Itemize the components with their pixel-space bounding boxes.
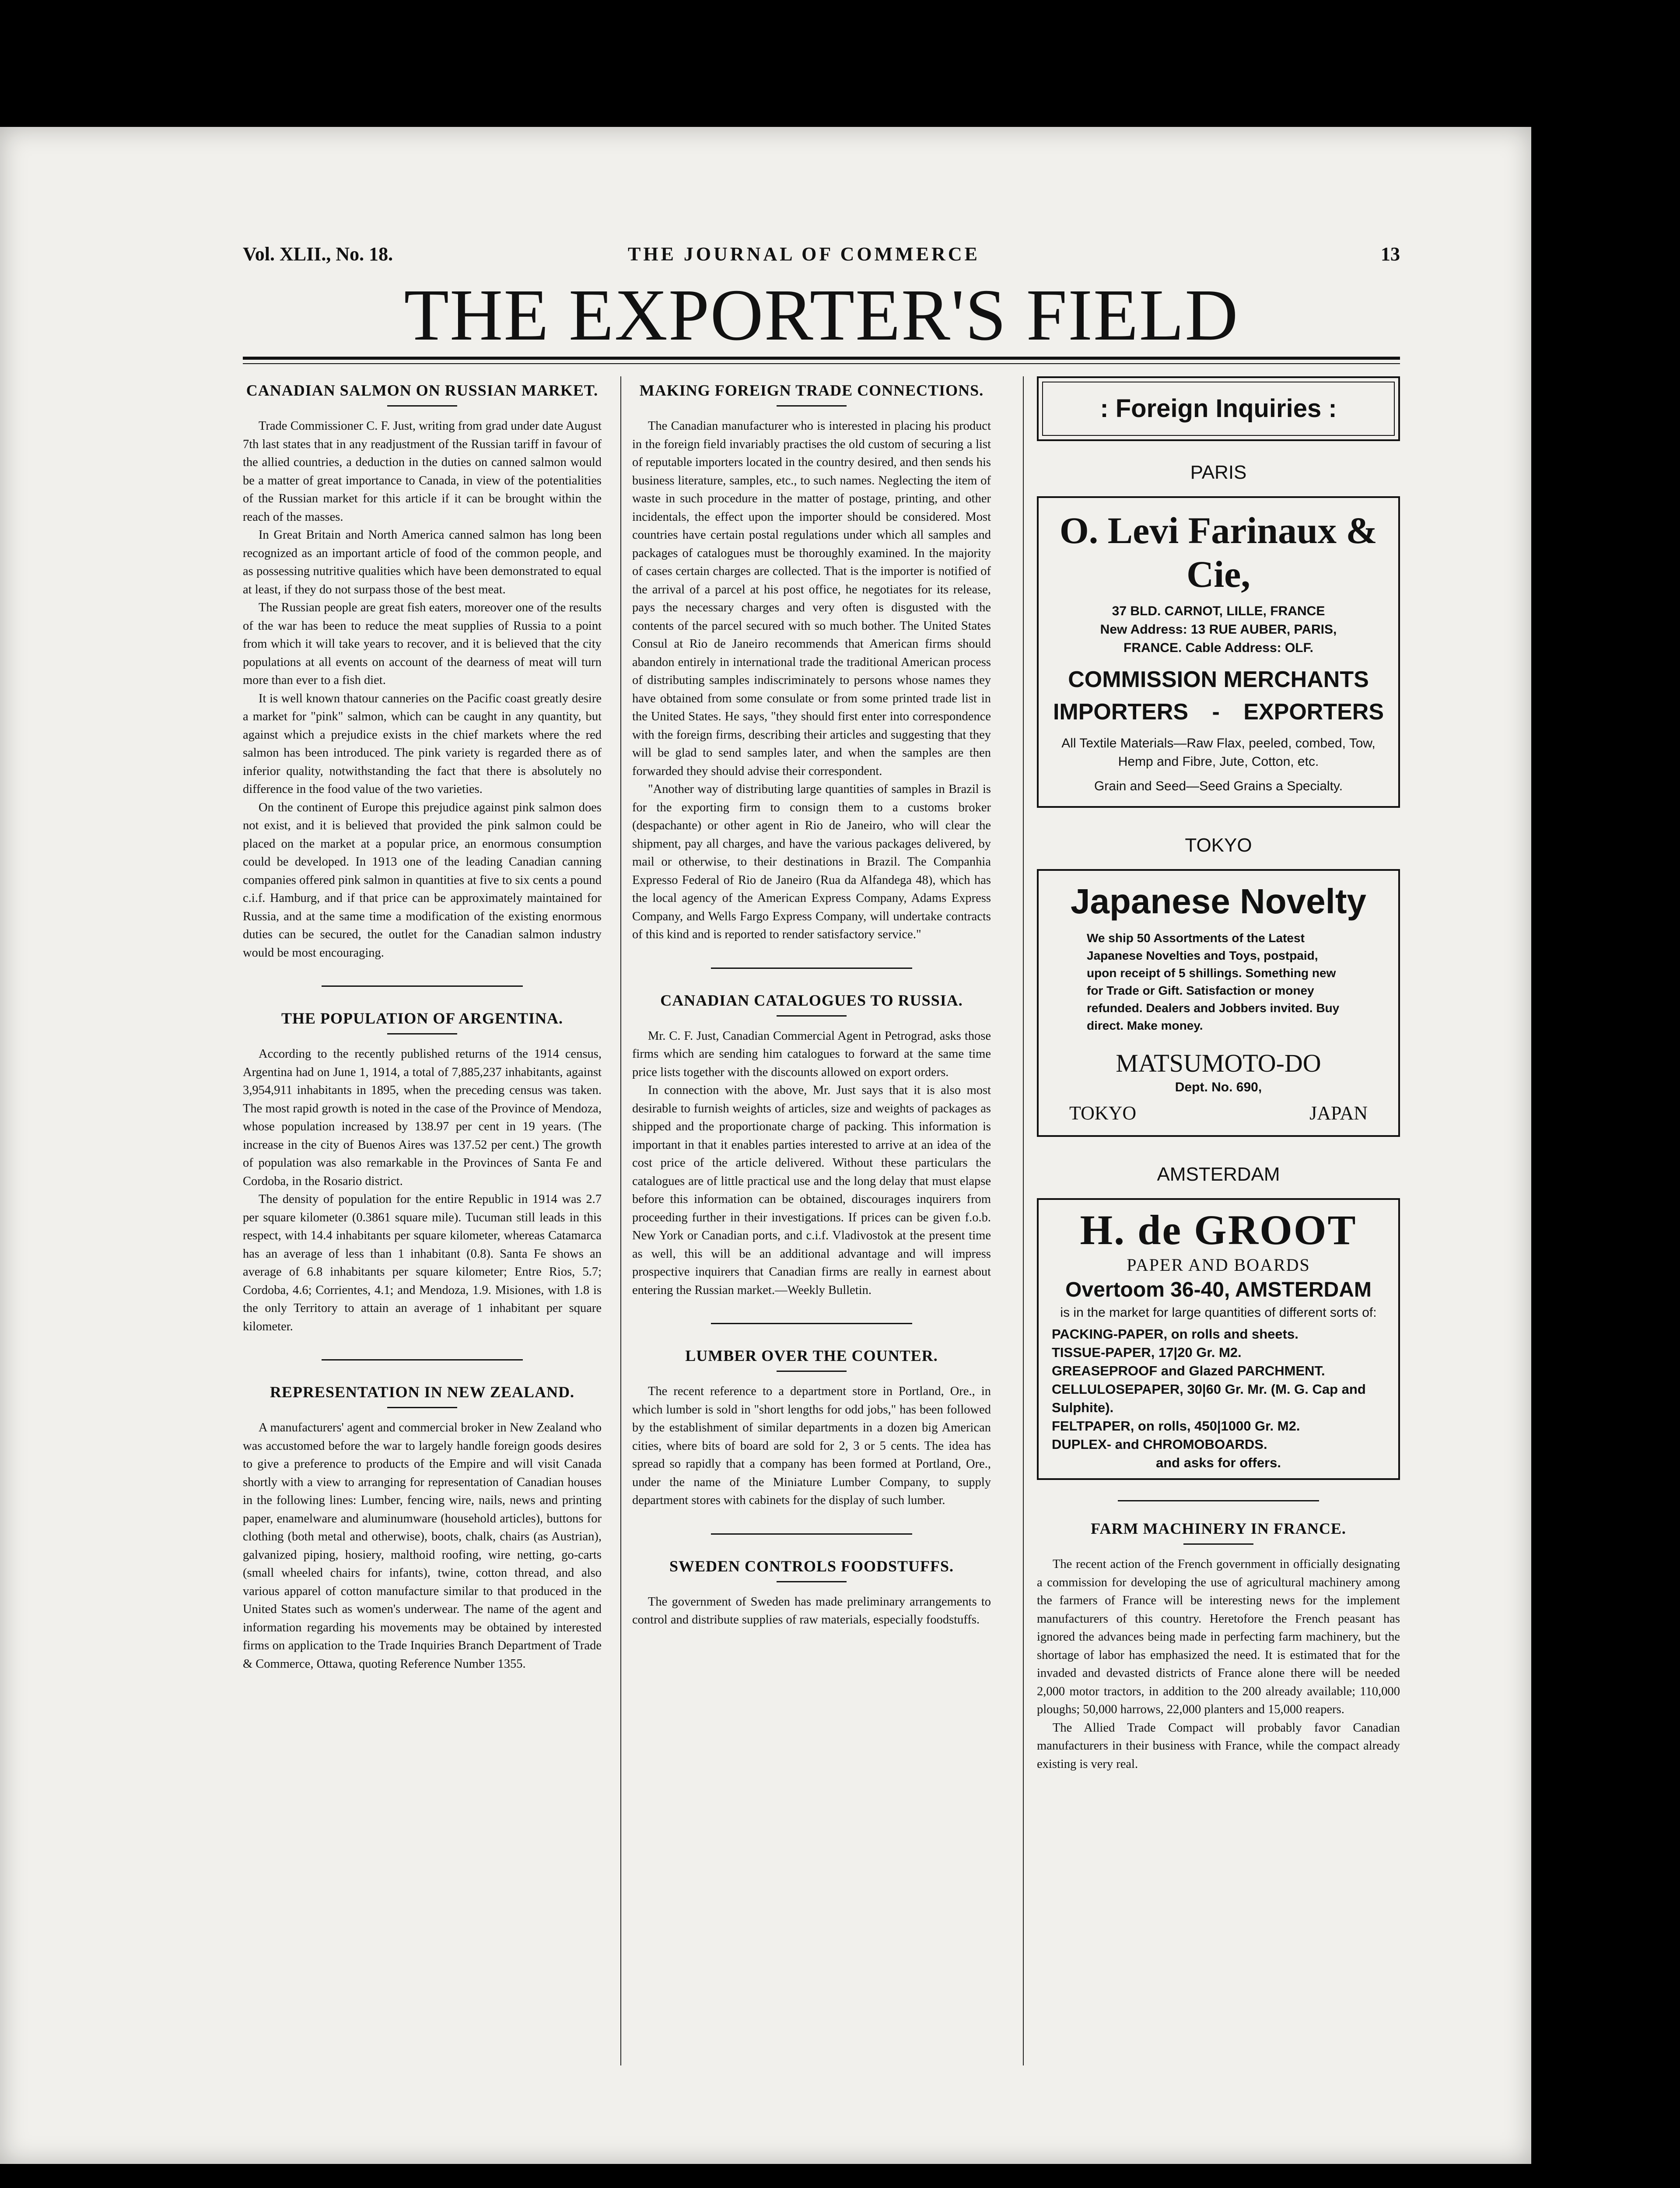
article-paragraph: The Russian people are great fish eaters, moreover one of the results of the war has been to reduce the meat supplies of Russia to a point from which it will take years to recover, and it is believed that the city populations at all events on account of the dearness of meat will turn more than ever to a fish diet. [243, 601, 602, 687]
firm-address: 37 BLD. CARNOT, LILLE, FRANCE [1112, 604, 1325, 618]
article-title: SWEDEN CONTROLS FOODSTUFFS. [669, 1557, 954, 1575]
list-item: PACKING-PAPER, on rolls and sheets. [1052, 1326, 1298, 1342]
article-paragraph: The Allied Trade Compact will probably favor Canadian manufacturers in their business with France, while the compact already existing is very real. [1037, 1721, 1400, 1771]
article-title: THE POPULATION OF ARGENTINA. [281, 1010, 564, 1027]
city-heading: AMSTERDAM [1157, 1164, 1280, 1185]
list-item: CELLULOSEPAPER, 30|60 Gr. Mr. (M. G. Cap and Sulphite). [1052, 1382, 1366, 1415]
inquiries-banner [1037, 376, 1400, 441]
title-underline [1183, 1543, 1253, 1545]
article-title: FARM MACHINERY IN FRANCE. [1091, 1520, 1346, 1537]
article-title: REPRESENTATION IN NEW ZEALAND. [270, 1383, 575, 1401]
article-separator [322, 985, 523, 987]
product-list [1052, 1325, 1385, 1454]
article-paragraph: The recent reference to a department store in Portland, Ore., in which lumber is sold in "short lengths for odd jobs," has been followed by the establishment of similar departments in a dozen big American cities, where bits of board are sold for 2, 3 or 5 cents. The idea has spread so rapidly that a company has been formed at Portland, Ore., under the name of the Miniature Lumber Company, to supply department stores with cabinets for the display of such lumber. [632, 1385, 991, 1507]
title-underline [387, 1033, 457, 1034]
article-paragraph: In connection with the above, Mr. Just says that it is also most desirable to furnish weights of articles, size and weights of packages as shipped and the proportionate charge of packing. This information is important in that it enables parties interested to arrive at an idea of the cost price of the article delivered. Without these particulars the catalogues are of little practical use and the long delay that must elapse before this information can be obtained, discourages inquirers from proceeding further in their investigations. If prices can be given f.o.b. New York or Canadian ports, and c.i.f. Vladivostok at the present time as well, this will be an additional advantage and will impress prospective inquirers that Canadian firms are really in earnest about entering the Russian market.—Weekly Bulletin. [632, 1083, 991, 1297]
firm-intro: is in the market for large quantities of different sorts of: [1060, 1305, 1377, 1320]
list-item: TISSUE-PAPER, 17|20 Gr. M2. [1052, 1345, 1242, 1360]
firm-address: FRANCE. Cable Address: OLF. [1124, 641, 1313, 655]
location-right: JAPAN [1309, 1102, 1368, 1124]
article-title: CANADIAN SALMON ON RUSSIAN MARKET. [246, 382, 598, 399]
firm-description: Grain and Seed—Seed Grains a Specialty. [1094, 779, 1343, 793]
article-paragraph: In Great Britain and North America canned salmon has long been recognized as an important article of food of the common people, and as possessing nutritive qualities which have been demonstrated to equal at least, if they do not surpass those of the best meat. [243, 528, 602, 596]
article-paragraph: A manufacturers' agent and commercial broker in New Zealand who was accustomed before the war to largely handle foreign goods desires to give a preference to products of the Empire and will visit Canada shortly with a view to arranging for representation of Canadian houses in the following lines: Lumber, fencing wire, nails, news and printing paper, enamelware and aluminumware (household articles), buttons for clothing (both metal and otherwise), boots, chalk, chairs (as Austrian), galvanized piping, hosiery, malthoid roofing, wire netting, go-carts (small wheeled chairs for infants), twine, cotton thread, and also various apparel of cotton manufacture similar to that produced in the United States such as women's underwear. The name of the agent and information regarding his movements may be obtained by interested firms on application to the Trade Inquiries Branch Department of Trade & Commerce, Ottawa, quoting Reference Number 1355. [243, 1421, 602, 1671]
article-paragraph: Trade Commissioner C. F. Just, writing from grad under date August 7th last states that in any readjustment of the Russian tariff in favour of the allied countries, a deduction in the duties on canned salmon would be a matter of great importance to Canada, in view of the potentialities of the Russian market for this article if it can be brought within the reach of the masses. [243, 419, 602, 524]
article-paragraph: Mr. C. F. Just, Canadian Commercial Agent in Petrograd, asks those firms which are sending him catalogues to forward at the same time price lists together with the discounts allowed on export orders. [632, 1029, 991, 1079]
page-number: 13 [1381, 243, 1400, 265]
inquiries-title: : Foreign Inquiries : [1042, 382, 1395, 436]
masthead-title: THE EXPORTER'S FIELD [404, 274, 1239, 356]
column-divider [1023, 376, 1024, 2065]
dept-number: Dept. No. 690, [1175, 1080, 1262, 1094]
column-2 [632, 381, 991, 1629]
column-divider [620, 376, 621, 2065]
firm-subtitle: PAPER AND BOARDS [1127, 1255, 1310, 1275]
article-separator [711, 968, 912, 969]
article-paragraph: The recent action of the French government in officially designating a commission for developing the use of agricultural machinery among the farmers of France will be interesting news for the implement manufacturers of this country. Heretofore the French peasant has ignored the advances being made in perfecting farm machinery, but the shortage of labor has emphasized the need. It is estimated that for the invaded and devasted districts of France alone there will be needed 2,000 motor tractors, in addition to the 200 already available; 110,000 ploughs; 50,000 harrows, 22,000 planters and 15,000 reapers. [1037, 1557, 1400, 1716]
title-underline [387, 405, 457, 407]
firm-footer: and asks for offers. [1156, 1455, 1281, 1470]
title-underline [777, 1371, 847, 1372]
firm-location [1060, 1100, 1376, 1126]
title-underline [777, 405, 847, 407]
firm-address: New Address: 13 RUE AUBER, PARIS, [1100, 622, 1337, 637]
firm-name: Japanese Novelty [1071, 882, 1366, 921]
firm-description: All Textile Materials—Raw Flax, peeled, combed, Tow, Hemp and Fibre, Jute, Cotton, etc. [1061, 736, 1376, 769]
advert-de-groot [1037, 1198, 1400, 1480]
title-underline [777, 1015, 847, 1017]
firm-business: IMPORTERS - EXPORTERS [1053, 699, 1384, 725]
column-1 [243, 381, 602, 1673]
article-title: MAKING FOREIGN TRADE CONNECTIONS. [639, 382, 984, 399]
location-left: TOKYO [1069, 1102, 1137, 1124]
city-heading: TOKYO [1185, 835, 1252, 856]
article-paragraph: The Canadian manufacturer who is interested in placing his product in the foreign field invariably practises the old custom of securing a list of reputable importers located in the country desired, and then sends his business literature, samples, etc., to such names. Neglecting the item of waste in such procedure in the matter of postage, printing, and other incidentals, the effect upon the importer should be considered. Most countries have certain postal regulations under which all samples and packages of catalogues must be thoroughly examined. In the majority of cases certain charges are collected. That is the importer is notified of the arrival of a parcel at his post office, he negotiates for its release, pays the necessary charges and very often is disgusted with the contents of the parcel secured with so much bother. The United States Consul at Rio de Janeiro recommends that American firms should abandon entirely in international trade the traditional American process of distributing samples indiscriminately to persons whose names they have obtained from some consulate or from some printed trade list in the United States. He says, "they should first enter into correspondence with the foreign firms, describing their articles and suggesting that they will be glad to send samples later, and when the samples are then forwarded they should advise their correspondent. [632, 419, 991, 778]
title-underline [777, 1581, 847, 1582]
article-paragraph: On the continent of Europe this prejudice against pink salmon does not exist, and it is believed that provided the pink salmon could be placed on the market at a popular price, an enormous consumption could be developed. In 1913 one of the leading Canadian canning companies offered pink salmon in quantities at five to six cents a pound c.i.f. Hamburg, and if that price can be approximately maintained for Russia, and at the same time a modification of the existing enormous duties can be secured, the outlet for the Canadian salmon industry would be most encouraging. [243, 800, 602, 960]
masthead-rule-thin [243, 363, 1400, 364]
title-underline [387, 1407, 457, 1408]
article-separator [322, 1359, 523, 1360]
firm-name: H. de GROOT [1080, 1206, 1357, 1253]
volume-number: Vol. XLII., No. 18. [243, 243, 393, 265]
article-paragraph: According to the recently published returns of the 1914 census, Argentina had on June 1, 1914, a total of 7,885,237 inhabitants, against 3,954,911 inhabitants in 1895, when the preceding census was taken. The most rapid growth is noted in the case of the Province of Mendoza, whose population increased by 138.97 per cent in 19 years. (The increase in the city of Buenos Aires was 137.52 per cent.) The growth of population was also remarkable in the Provinces of Santa Fe and Cordoba, in the Rosario district. [243, 1047, 602, 1188]
column-3 [1037, 376, 1400, 1773]
firm-contact-name: MATSUMOTO-DO [1116, 1049, 1321, 1077]
article-separator [711, 1533, 912, 1535]
journal-name: THE JOURNAL OF COMMERCE [628, 243, 980, 265]
advert-levi-farinaux [1037, 496, 1400, 808]
article-separator [1118, 1500, 1319, 1501]
article-separator [711, 1323, 912, 1324]
firm-business: COMMISSION MERCHANTS [1068, 667, 1369, 692]
firm-name: O. Levi Farinaux & Cie, [1059, 509, 1378, 595]
firm-description: We ship 50 Assortments of the Latest Japanese Novelties and Toys, postpaid, upon receipt of 5 shillings. Something new for Trade or Gift. Satisfaction or money refunded. Dealers and Jobbers invited. Buy direct. Make money. [1087, 931, 1340, 1032]
article-paragraph: "Another way of distributing large quantities of samples in Brazil is for the exporting firm to consign them to a customs broker (despachante) or other agent in Rio de Janeiro, who will clear the shipment, pay all charges, and have the various packages delivered, by mail or otherwise, to their destinations in Brazil. The Companhia Expresso Federal of Rio de Janeiro (Rua da Alfandega 48), which has the local agency of the American Express Company, Adams Express Company, and Wells Fargo Express Company, will undertake contracts of this kind and is reported to render satisfactory service." [632, 782, 991, 941]
page-header [243, 243, 1400, 265]
advert-japanese-novelty [1037, 869, 1400, 1137]
article-paragraph: It is well known thatour canneries on the Pacific coast greatly desire a market for "pink" salmon, which can be caught in any quantity, but against which a prejudice exists in the chief markets where the red salmon has been introduced. The pink variety is regarded there as of inferior quality, notwithstanding the fact that there is absolutely no difference in the food value of the two varieties. [243, 691, 602, 796]
list-item: FELTPAPER, on rolls, 450|1000 Gr. M2. [1052, 1418, 1300, 1434]
list-item: GREASEPROOF and Glazed PARCHMENT. [1052, 1363, 1325, 1378]
masthead-rule [243, 357, 1400, 360]
city-heading: PARIS [1190, 462, 1247, 483]
article-paragraph: The density of population for the entire Republic in 1914 was 2.7 per square kilometer (0.3861 square mile). Tucuman still leads in this respect, with 14.4 inhabitants per square kilometer, whereas Catamarca has an average of less than 1 inhabitant (0.8). Santa Fe shows an average of 6.8 inhabitants per square kilometer; Entre Rios, 5.7; Cordoba, 4.6; Corrientes, 4.1; and Mendoza, 1.9. Misiones, with 1.8 is the only Territory to attain an average of 1 inhabitant per square kilometer. [243, 1192, 602, 1333]
article-paragraph: The government of Sweden has made preliminary arrangements to control and distribute supplies of raw materials, especially foodstuffs. [632, 1595, 991, 1627]
firm-address: Overtoom 36-40, AMSTERDAM [1065, 1278, 1372, 1301]
list-item: DUPLEX- and CHROMOBOARDS. [1052, 1437, 1267, 1452]
article-title: CANADIAN CATALOGUES TO RUSSIA. [660, 991, 963, 1009]
article-title: LUMBER OVER THE COUNTER. [685, 1347, 938, 1364]
